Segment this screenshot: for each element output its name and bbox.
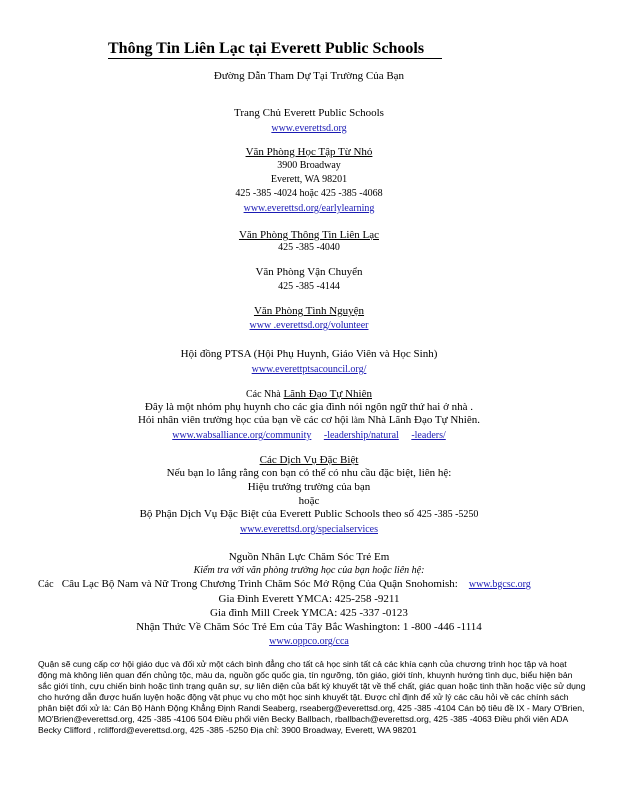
natural-leaders-line2a: Hỏi nhân viên trường học của bạn về các cơ hội xyxy=(137,414,349,426)
child-care-awareness: Nhận Thức Về Chăm Sóc Trẻ Em của Tây Bắc Washington: 1 -800 -446 -1114 xyxy=(136,621,482,633)
natural-leaders-link-1[interactable]: www.wabsalliance.org/community xyxy=(172,430,312,441)
child-care-prefix: Các xyxy=(38,579,54,590)
child-care-heading: Nguồn Nhân Lực Chăm Sóc Trẻ Em xyxy=(228,551,390,563)
ptsa-link[interactable]: www.everettptsacouncil.org/ xyxy=(251,364,367,375)
early-learning-phone: 425 -385 -4024 hoặc 425 -385 -4068 xyxy=(235,188,383,199)
early-learning-link[interactable]: www.everettsd.org/earlylearning xyxy=(243,203,375,214)
child-care-note: Kiểm tra với văn phòng trường học của bạn hoặc liên hệ: xyxy=(193,565,425,576)
natural-leaders-link-3[interactable]: -leaders/ xyxy=(411,430,446,441)
home-link[interactable]: www.everettsd.org xyxy=(271,123,347,134)
special-services-phone: 425 -385 -5250 xyxy=(416,509,479,520)
volunteer-heading: Văn Phòng Tình Nguyện xyxy=(253,305,365,317)
early-learning-city: Everett, WA 98201 xyxy=(270,174,348,185)
communications-heading: Văn Phòng Thông Tin Liên Lạc xyxy=(238,229,380,241)
page-title: Thông Tin Liên Lạc tại Everett Public Schools xyxy=(108,40,425,57)
natural-leaders-line2c: Nhà Lãnh Đạo Tự Nhiên. xyxy=(367,414,480,426)
natural-leaders-link-2[interactable]: -leadership/natural xyxy=(323,430,399,441)
transportation-heading: Văn Phòng Vận Chuyển xyxy=(255,266,363,278)
special-services-line1: Nếu bạn lo lắng rằng con bạn có thể có nhu cầu đặc biệt, liên hệ: xyxy=(166,467,452,479)
ptsa-heading: Hội đồng PTSA (Hội Phụ Huynh, Giáo Viên và Học Sinh) xyxy=(180,348,438,360)
natural-leaders-heading: Lãnh Đạo Tự Nhiên xyxy=(283,388,372,400)
subtitle: Đường Dẫn Tham Dự Tại Trường Của Bạn xyxy=(213,70,405,82)
transportation-phone: 425 -385 -4144 xyxy=(278,281,340,292)
special-services-heading: Các Dịch Vụ Đặc Biệt xyxy=(259,454,359,466)
special-services-line4: Bộ Phận Dịch Vụ Đặc Biệt của Everett Public Schools theo số xyxy=(139,508,415,520)
early-learning-street: 3900 Broadway xyxy=(277,160,341,171)
natural-leaders-line2b: làm xyxy=(351,415,365,425)
ymca-everett: Gia Đình Everett YMCA: 425-258 -9211 xyxy=(218,593,400,605)
ymca-mill-creek: Gia đình Mill Creek YMCA: 425 -337 -0123 xyxy=(210,607,408,619)
child-care-clubs-link[interactable]: www.bgcsc.org xyxy=(468,579,531,590)
nondiscrimination-footer: Quận sẽ cung cấp cơ hội giáo dục và đối xử một cách bình đẳng cho tất cả học sinh tất cả các khía cạnh của chương trình học tập và hoạt động mà không liên quan đến chủng tộc, màu da, nguồn gốc quốc gia, tín ngưỡng, tôn giáo, giới tính, khuynh hướng tình dục, biểu hiện bản sắc giới tính, cựu chiến binh hoặc tình trạng quân sự, sự liên diện của bất kỳ khuyết tật về thể chất, giác quan hoặc tinh thần hoặc việc sử dụng cho hướng dẫn được huấn luyện hoặc động vật phục vụ cho một học sinh khuyết tật. Được chỉ định để xử lý các câu hỏi về các chính sách phân biệt đối xử là: Cán Bộ Hành Động Khẳng Định Randi Seaberg, rseaberg@everettsd.org, 425 -385 -4104 Cán bộ tiêu đề IX - Mary O'Brien, MO'Brien@everettsd.org, 425 -385 -4106 504 Điều phối viên Becky Ballbach, rballbach@everettsd.org, 425 -385 -4063 Điều phối viên ADA Becky Clifford , rclifford@everettsd.org, 425 -385 -5250 Địa chỉ: 3900 Broadway, Everett, WA 98201 xyxy=(38,659,586,735)
communications-phone: 425 -385 -4040 xyxy=(278,242,340,253)
early-learning-heading: Văn Phòng Học Tập Từ Nhỏ xyxy=(245,146,373,158)
special-services-line3: hoặc xyxy=(298,495,320,507)
special-services-link[interactable]: www.everettsd.org/specialservices xyxy=(239,524,378,535)
special-services-line2: Hiệu trưởng trường của bạn xyxy=(247,481,371,493)
natural-leaders-line1: Đây là một nhóm phụ huynh cho các gia đình nói ngôn ngữ thứ hai ở nhà . xyxy=(144,401,474,413)
child-care-clubs: Câu Lạc Bộ Nam và Nữ Trong Chương Trình Chăm Sóc Mở Rộng Của Quận Snohomish: xyxy=(61,578,458,590)
title-underline xyxy=(108,58,442,59)
volunteer-link[interactable]: www .everettsd.org/volunteer xyxy=(249,320,369,331)
natural-leaders-prefix: Các Nhà xyxy=(245,389,281,400)
home-heading: Trang Chủ Everett Public Schools xyxy=(234,107,384,119)
child-care-link[interactable]: www.oppco.org/cca xyxy=(269,636,349,647)
